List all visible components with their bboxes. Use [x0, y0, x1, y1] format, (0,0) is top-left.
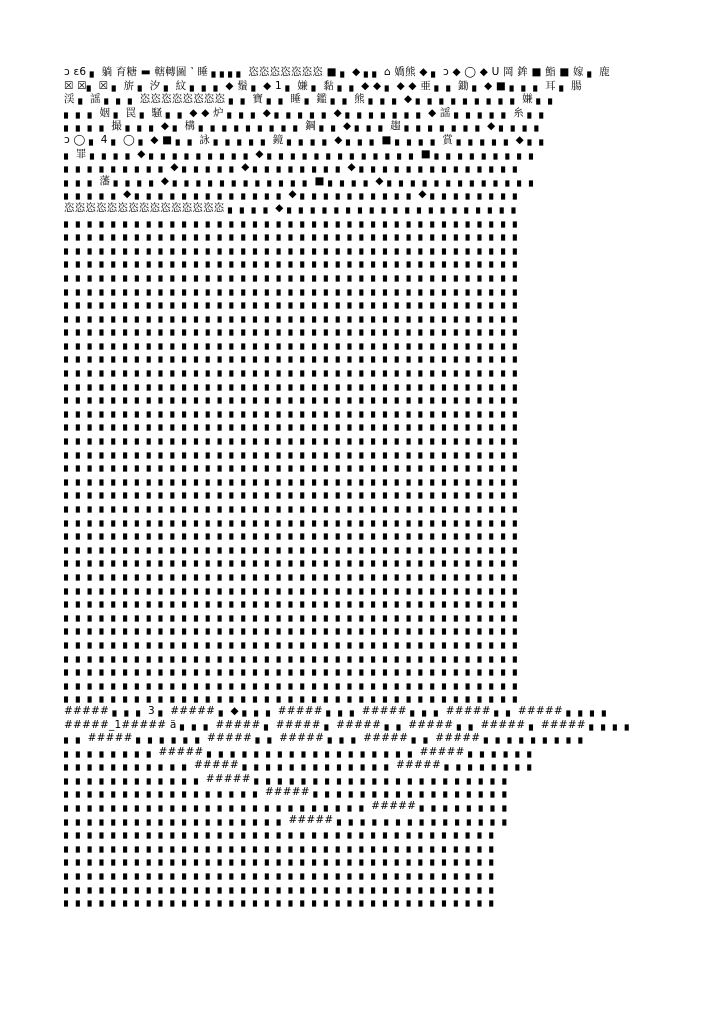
text-line: 恣恣恣恣恣恣恣恣恣恣恣恣恣恣恣 ▖ ▖ ▖ ▖ ◆ ▖ ▖ ▖ ▖ ▖ ▖ ▖ ▖ ▖ ▖ ▖ ▖ ▖ ▖ ▖ ▖ ▖ ▖ ▖ ▖ [64, 201, 520, 214]
text-line: ▖ ▖ ▖ ▖ ▖ ▖ ▖ ▖ ▖ ▖ ▖ ▖ ▖ ▖ ▖ ▖ ▖ ▖ ▖ ▖ ▖ ▖ ▖ ▖ ▖ ▖ ▖ ▖ ▖ ▖ ▖ ▖ ▖ ▖ ▖ ▖ ▖ [64, 868, 498, 881]
text-line: ▖ ▖ ▖ ▖ ▖ ▖ ▖ ▖ ▖ ▖ ▖ ▖ ▖ ▖ ▖ ▖ ▖ ▖ ▖ ▖ ▖ ▖ ▖ ▖ ▖ ▖ ▖ ▖ ▖ ▖ ▖ ▖ ▖ ▖ ▖ ▖ ▖ ▖ ▖ [64, 433, 522, 446]
text-line: ▖ ▖ ▖ ▖ ▖ ◆ ▖ ▖ ▖ ▖ ▖ ▖ ▖ ▖ ▖ ▖ ▖ ▖ ▖ ◆ ▖ ▖ ▖ ▖ ▖ ▖ ▖ ▖ ▖ ▖ ◆ ▖ ▖ ▖ ▖ ▖ ▖ ▖ ▖ [64, 188, 522, 201]
text-line: ▖ ▖ ▖ ▖ ▖ ▖ ▖ ▖ ▖ ▖ ▖ ▖ ▖ ▖ ▖ ▖ ▖ ▖ ▖ ▖ ▖ ▖ ▖ ▖ ▖ ▖ ▖ ▖ ▖ ▖ ▖ ▖ ▖ ▖ ▖ ▖ ▖ ▖ ▖ [64, 392, 522, 405]
text-line: ▖ ▖ ▖ ▖ ▖ ▖ ▖ ▖ ▖ ▖ ▖ ▖ ▖ ▖ ▖ ▖ ▖ ▖ ▖ ▖ ▖ ▖ ▖ ▖ ▖ ▖ ▖ ▖ ▖ ▖ ▖ ▖ ▖ ▖ ▖ ▖ ▖ ▖ ▖ [64, 487, 522, 500]
text-line: ▖ ▖ ▖ ▖ ▖ ▖ ▖ ▖ ▖ ▖ ▖ ▖ ▖ ▖ ▖ ▖ ▖ ▖ ▖ ▖ ▖ ▖ ▖ ▖ ▖ ▖ ▖ ▖ ▖ ▖ ▖ ▖ ▖ ▖ ▖ ▖ ▖ [64, 854, 498, 867]
text-line: ▖ ▖ ▖ ▖ ▖ ▖ ▖ ▖ ▖ ▖ ▖ ▖ ▖ ▖ ▖ ▖ ▖ ▖ ▖ ▖ ▖ ▖ ▖ ▖ ▖ ▖ ▖ ▖ ▖ ▖ ▖ ▖ ▖ ▖ ▖ ▖ ▖ ▖ ▖ [64, 677, 522, 690]
text-line: ▖ ▖ ▖ ▖ ▖ ▖ ▖ ▖ ▖ ▖ ▖ ▖ ▖ ▖ ▖ ▖ ▖ ▖ ▖ ▖ ▖ ▖ ▖ ▖ ▖ ▖ ▖ ▖ ▖ ▖ ▖ ▖ ▖ ▖ ▖ ▖ ▖ ▖ ▖ [64, 596, 522, 609]
text-line: ▖ ▖ ▖ ▖ ▖ ▖ ▖ ▖ ▖ ▖ ▖ ▖ ▖ ▖ ▖ ▖ ▖ ▖ ▖ ▖ ▖ ▖ ▖ ▖ ▖ ▖ ▖ ▖ ▖ ▖ ▖ ▖ ▖ ▖ ▖ ▖ ▖ ▖ ▖ [64, 541, 522, 554]
text-line: ▖ ▖ ▖ ▖ ▖ ▖ ▖ ▖ ▖ ▖ ▖ ▖ ▖ ▖ ▖ ▖ ▖ ▖ ▖ ▖ ▖ ▖ ▖ ▖ ▖ ▖ ▖ ▖ ▖ ▖ ▖ ▖ ▖ ▖ ▖ ▖ ▖ [64, 840, 498, 853]
text-line: ▖ ▖ ▖ ▖ 撮 ▖ ▖ ▖ ◆ ▖ 構 ▖ ▖ ▖ ▖ ▖ ▖ ▖ ▖ ▖ 鋼 ▖ ▖ ◆ ▖ ▖ ▖ 趨 ▖ ▖ ▖ ▖ ▖ ▖ ▖ ◆ ▖ ▖ ▖ ▖ [64, 120, 543, 133]
text-line: ▖ ▖ ▖ ▖ ▖ ▖ ▖ ▖ ▖ ▖ ▖ ▖ ▖ ▖ ▖ ▖ ▖ ▖ ▖ ▖ ▖ ▖ ▖ ▖ ▖ ▖ ▖ ▖ ▖ ▖ ▖ ▖ ▖ ▖ ▖ ▖ ▖ ▖ ▖ [64, 650, 522, 663]
text-line: ▖ ▖ ▖ ▖ ▖ ▖ ▖ ▖ ▖ ▖ ▖ ▖ ▖ ▖ ▖ ▖ ▖ ▖ ▖ ▖ ▖ ▖ ▖ ▖ ▖ ▖ ▖ ▖ ▖ ▖ ▖ ▖ ▖ ▖ ▖ ▖ ▖ ▖ ▖ [64, 405, 522, 418]
text-line: ▖ ▖ ▖ ▖ ▖ ▖ ▖ ▖ ▖ ▖ ▖ ▖ ▖ ▖ ▖ ▖ ▖ ▖ ▖ ▖ ▖ ▖ ▖ ▖ ▖ ▖ ▖ ▖ ▖ ▖ ▖ ▖ ▖ ▖ ▖ ▖ ▖ ▖ ▖ [64, 664, 522, 677]
text-line: ▖ ▖ ▖ ▖ ▖ ▖ ▖ ▖ ▖ ▖ ▖ ▖ ▖ ▖ ▖ ▖ ▖ ▖ ▖ ▖ ▖ ▖ ▖ ▖ ▖ ▖ ▖ ▖ ▖ ▖ ▖ ▖ ▖ ▖ ▖ ▖ ▖ ▖ ▖ [64, 609, 522, 622]
text-line: ▖ ▖ ▖ ▖ ▖ ▖ ▖ ▖ ▖ ▖ ▖ ▖ ▖ ▖ ▖ ▖ ▖ ##### ▖ ▖ ▖ ▖ ▖ ▖ ▖ ▖ ▖ ▖ ▖ ▖ ▖ ▖ ▖ ▖ ▖ [64, 786, 511, 799]
text-line: ▖ ▖ ▖ ▖ ▖ ▖ ▖ ▖ ▖ ▖ ▖ ▖ ▖ ▖ ▖ ▖ ▖ ▖ ▖ ▖ ▖ ▖ ▖ ▖ ▖ ▖ ▖ ▖ ▖ ▖ ▖ ▖ ▖ ▖ ▖ ▖ ▖ ▖ ▖ [64, 691, 522, 704]
text-line: ▖ ▖ ▖ ▖ ▖ ▖ ▖ ▖ ▖ ▖ ▖ ▖ ▖ ▖ ▖ ▖ ▖ ▖ ▖ ▖ ▖ ▖ ▖ ▖ ▖ ▖ ▖ ▖ ▖ ▖ ▖ ▖ ▖ ▖ ▖ ▖ ▖ ▖ ▖ [64, 446, 522, 459]
text-line: ▖ ▖ ▖ ▖ ▖ ▖ ▖ ▖ ▖ ▖ ▖ ▖ ▖ ▖ ▖ ▖ ▖ ▖ ▖ ▖ ▖ ▖ ▖ ▖ ▖ ▖ ▖ ▖ ▖ ▖ ▖ ▖ ▖ ▖ ▖ ▖ ▖ ▖ ▖ [64, 460, 522, 473]
text-line: ▖ ▖ ▖ ▖ ▖ ▖ ▖ ▖ ▖ ▖ ▖ ▖ ▖ ▖ ▖ ▖ ▖ ▖ ▖ ▖ ▖ ▖ ▖ ▖ ▖ ▖ ##### ▖ ▖ ▖ ▖ ▖ ▖ ▖ ▖ [64, 800, 511, 813]
text-line: ##### ▖ ▖ ▖ 3 ▖ ##### ▖ ◆ ▖ ▖ ▖ ##### ▖ ▖ ▖ ##### ▖ ▖ ▖ ##### ▖ ▖ ##### ▖ ▖ ▖ ▖ [64, 704, 611, 717]
text-line: ▖ ▖ ▖ ▖ ▖ ▖ ▖ ▖ ▖ ▖ ▖ ▖ ▖ ▖ ▖ ▖ ▖ ▖ ▖ ▖ ▖ ▖ ▖ ▖ ▖ ▖ ▖ ▖ ▖ ▖ ▖ ▖ ▖ ▖ ▖ ▖ ▖ ▖ ▖ [64, 473, 522, 486]
text-line: ▖ ▖ ▖ ▖ ▖ ▖ ▖ ▖ ▖ ▖ ▖ ▖ ▖ ▖ ▖ ▖ ▖ ▖ ▖ ##### ▖ ▖ ▖ ▖ ▖ ▖ ▖ ▖ ▖ ▖ ▖ ▖ ▖ ▖ ▖ [64, 813, 511, 826]
text-line: ▖ ▖ ▖ ▖ ▖ ▖ ▖ ▖ ▖ ▖ ▖ ▖ ▖ ▖ ▖ ▖ ▖ ▖ ▖ ▖ ▖ ▖ ▖ ▖ ▖ ▖ ▖ ▖ ▖ ▖ ▖ ▖ ▖ ▖ ▖ ▖ ▖ ▖ ▖ [64, 242, 522, 255]
text-line: ▖ ▖ ▖ ▖ ▖ ▖ ▖ ▖ ▖ ▖ ▖ ▖ ▖ ▖ ▖ ▖ ▖ ▖ ▖ ▖ ▖ ▖ ▖ ▖ ▖ ▖ ▖ ▖ ▖ ▖ ▖ ▖ ▖ ▖ ▖ ▖ ▖ ▖ ▖ [64, 582, 522, 595]
text-line: ▖ ▖ ▖ ▖ ▖ ▖ ▖ ▖ ▖ ▖ ▖ ▖ ▖ ▖ ▖ ▖ ▖ ▖ ▖ ▖ ▖ ▖ ▖ ▖ ▖ ▖ ▖ ▖ ▖ ▖ ▖ ▖ ▖ ▖ ▖ ▖ ▖ ▖ ▖ [64, 555, 522, 568]
text-line: ▖ ▖ ▖ ▖ ▖ ▖ ▖ ▖ ▖ ▖ ▖ ▖ ▖ ▖ ▖ ▖ ▖ ▖ ▖ ▖ ▖ ▖ ▖ ▖ ▖ ▖ ▖ ▖ ▖ ▖ ▖ ▖ ▖ ▖ ▖ ▖ ▖ [64, 895, 498, 908]
text-line: ▖ ▖ ▖ ▖ ▖ ▖ ▖ ▖ ▖ ▖ ▖ ▖ ▖ ▖ ▖ ▖ ▖ ▖ ▖ ▖ ▖ ▖ ▖ ▖ ▖ ▖ ▖ ▖ ▖ ▖ ▖ ▖ ▖ ▖ ▖ ▖ ▖ ▖ ▖ [64, 378, 522, 391]
text-line: ▖ ▖ ##### ▖ ▖ ▖ ▖ ▖ ▖ ##### ▖ ▖ ##### ▖ ▖ ▖ ##### ▖ ▖ ##### ▖ ▖ ▖ ▖ ▖ ▖ ▖ ▖ ▖ [64, 732, 587, 745]
text-line: ▖ ▖ ▖ ▖ ▖ ▖ ▖ ▖ ▖ ▖ ▖ ▖ ▖ ▖ ▖ ▖ ▖ ▖ ▖ ▖ ▖ ▖ ▖ ▖ ▖ ▖ ▖ ▖ ▖ ▖ ▖ ▖ ▖ ▖ ▖ ▖ ▖ ▖ ▖ [64, 269, 522, 282]
text-line: #####_1##### ä ▖ ▖ ▖ ##### ▖ ##### ▖ ##### ▖ ▖ ##### ▖ ▖ ##### ▖ ##### ▖ ▖ ▖ ▖ [64, 718, 634, 731]
text-line: ▖ ▖ ▖ ▖ ▖ ▖ ▖ ▖ ▖ ▖ ▖ ▖ ▖ ▖ ▖ ▖ ▖ ▖ ▖ ▖ ▖ ▖ ▖ ▖ ▖ ▖ ▖ ▖ ▖ ▖ ▖ ▖ ▖ ▖ ▖ ▖ ▖ ▖ ▖ [64, 514, 522, 527]
text-line: ▖ ▖ ▖ ▖ ▖ ▖ ▖ ▖ ▖ ▖ ▖ ▖ ▖ ▖ ▖ ▖ ▖ ▖ ▖ ▖ ▖ ▖ ▖ ▖ ▖ ▖ ▖ ▖ ▖ ▖ ▖ ▖ ▖ ▖ ▖ ▖ ▖ ▖ ▖ [64, 636, 522, 649]
text-line: ▖ ▖ ▖ ▖ ▖ ▖ ▖ ▖ ▖ ▖ ▖ ▖ ▖ ▖ ▖ ▖ ▖ ▖ ▖ ▖ ▖ ▖ ▖ ▖ ▖ ▖ ▖ ▖ ▖ ▖ ▖ ▖ ▖ ▖ ▖ ▖ ▖ [64, 881, 498, 894]
text-line: ɔ ◯ ▖ 4 ▖ ◯ ▖ ◆ ■ ▖ ▖ 詠 ▖ ▖ ▖ ▖ ▖ 鏡 ▖ ▖ ▖ ▖ ◆ ▖ ▖ ▖ ■ ▖ ▖ ▖ ▖ 賞 ▖ ▖ ▖ ▖ ▖ ◆ ▖ ▖ [64, 133, 548, 146]
text-line: ɔ ɛ6 ▖ 躺 育糖 ▬ 轄轉圖 ˺ 睡 ▖▖▖▖ 恣恣恣恣恣恣恣 ■ ▖ ◆ ▖▖ ⌂ 嬌熊 ◆ ▖ ɔ ◆ ◯ ◆ U 岡 鉾 ■ 鮨 ■ 嫁 ▖ 鹿 [64, 66, 610, 78]
text-line: ▖ ▖ ▖ ▖ ▖ ▖ ▖ ▖ ▖ ▖ ▖ ▖ ▖ ▖ ▖ ▖ ▖ ▖ ▖ ▖ ▖ ▖ ▖ ▖ ▖ ▖ ▖ ▖ ▖ ▖ ▖ ▖ ▖ ▖ ▖ ▖ ▖ ▖ ▖ [64, 419, 522, 432]
text-line: ▖ ▖ ▖ ▖ ▖ ▖ ▖ ▖ ▖ ▖ ▖ ▖ ▖ ▖ ▖ ▖ ▖ ▖ ▖ ▖ ▖ ▖ ▖ ▖ ▖ ▖ ▖ ▖ ▖ ▖ ▖ ▖ ▖ ▖ ▖ ▖ ▖ ▖ ▖ [64, 351, 522, 364]
text-line: ▖ ▖ ▖ ▖ ▖ ▖ ▖ ▖ ▖ ▖ ▖ ▖ ▖ ▖ ▖ ▖ ▖ ▖ ▖ ▖ ▖ ▖ ▖ ▖ ▖ ▖ ▖ ▖ ▖ ▖ ▖ ▖ ▖ ▖ ▖ ▖ ▖ ▖ ▖ [64, 310, 522, 323]
text-line: ▖ ▖ ▖ ▖ ▖ ▖ ▖ ▖ ▖ ▖ ▖ ▖ ▖ ▖ ▖ ▖ ▖ ▖ ▖ ▖ ▖ ▖ ▖ ▖ ▖ ▖ ▖ ▖ ▖ ▖ ▖ ▖ ▖ ▖ ▖ ▖ ▖ ▖ ▖ [64, 297, 522, 310]
text-line: 渓 ▖ 謡 ▖ ▖ ▖ 恣恣恣恣恣恣恣恣 ▖ ▖ 寶 ▖ ▖ 睡 ▖ 鑑 ▖ ▖ 熊 ▖ ▖ ▖ ◆ ▖ ▖ ▖ ▖ ▖ ▖ ▖ ▖ ▖ 嫌 ▖ ▖ [64, 93, 557, 106]
text-line: ▖ ▖ ▖ ▖ ▖ ▖ ▖ ▖ ▖ ▖ ▖ ▖ ▖ ▖ ▖ ▖ ▖ ▖ ▖ ▖ ▖ ▖ ▖ ▖ ▖ ▖ ▖ ▖ ▖ ▖ ▖ ▖ ▖ ▖ ▖ ▖ ▖ ▖ ▖ [64, 324, 522, 337]
garbled-text-block [64, 66, 660, 954]
text-line: ▖ ▖ ▖ ▖ ▖ ▖ ▖ ▖ ▖ ▖ ▖ ▖ ▖ ▖ ▖ ▖ ▖ ▖ ▖ ▖ ▖ ▖ ▖ ▖ ▖ ▖ ▖ ▖ ▖ ▖ ▖ ▖ ▖ ▖ ▖ ▖ ▖ ▖ ▖ [64, 568, 522, 581]
text-line: ▖ ▖ ▖ ▖ ▖ ▖ ▖ ▖ ▖ ▖ ▖ ▖ ▖ ▖ ▖ ▖ ▖ ▖ ▖ ▖ ▖ ▖ ▖ ▖ ▖ ▖ ▖ ▖ ▖ ▖ ▖ ▖ ▖ ▖ ▖ ▖ ▖ [64, 827, 498, 840]
text-line: ▖ ▖ ▖ ▖ ▖ ▖ ▖ ▖ ▖ ▖ ▖ ▖ ▖ ▖ ▖ ▖ ▖ ▖ ▖ ▖ ▖ ▖ ▖ ▖ ▖ ▖ ▖ ▖ ▖ ▖ ▖ ▖ ▖ ▖ ▖ ▖ ▖ ▖ ▖ [64, 365, 522, 378]
text-line: ▖ ▖ ▖ ▖ ▖ ▖ ▖ ▖ ▖ ▖ ▖ ▖ ▖ ▖ ▖ ▖ ▖ ▖ ▖ ▖ ▖ ▖ ▖ ▖ ▖ ▖ ▖ ▖ ▖ ▖ ▖ ▖ ▖ ▖ ▖ ▖ ▖ ▖ ▖ [64, 229, 522, 242]
text-line: ▖ ▖ ▖ ▖ ▖ ▖ ▖ ▖ ▖ ▖ ▖ ▖ ▖ ▖ ▖ ▖ ▖ ▖ ▖ ▖ ▖ ▖ ▖ ▖ ▖ ▖ ▖ ▖ ▖ ▖ ▖ ▖ ▖ ▖ ▖ ▖ ▖ ▖ ▖ [64, 501, 522, 513]
text-line: ▖ ▖ ▖ ▖ ▖ ▖ ▖ ▖ ▖ ▖ ▖ ▖ ▖ ▖ ▖ ▖ ▖ ▖ ▖ ▖ ▖ ▖ ▖ ▖ ▖ ▖ ▖ ▖ ▖ ▖ ▖ ▖ ▖ ▖ ▖ ▖ ▖ ▖ ▖ [64, 215, 522, 228]
text-line: ▖ ▖ ▖ ▖ ▖ ▖ ▖ ▖ ▖ ▖ ▖ ##### ▖ ▖ ▖ ▖ ▖ ▖ ▖ ▖ ▖ ▖ ▖ ▖ ▖ ##### ▖ ▖ ▖ ▖ ▖ ▖ ▖ ▖ [64, 759, 536, 772]
text-line: ▖ ▖ ▖ ▖ ▖ ▖ ▖ ▖ ##### ▖ ▖ ▖ ▖ ▖ ▖ ▖ ▖ ▖ ▖ ▖ ▖ ▖ ▖ ▖ ▖ ▖ ▖ ##### ▖ ▖ ▖ ▖ ▖ ▖ [64, 745, 536, 758]
text-line: ▖ ▖ ▖ 藩 ▖ ▖ ▖ ▖ ◆ ▖ ▖ ▖ ▖ ▖ ▖ ▖ ▖ ▖ ▖ ▖ ▖ ■ ▖ ▖ ▖ ▖ ◆ ▖ ▖ ▖ ▖ ▖ ▖ ▖ ▖ ▖ ▖ ▖ ▖ ▖ [64, 174, 538, 187]
text-line: ▖ ▖ ▖ ▖ ▖ ▖ ▖ ▖ ▖ ▖ ▖ ▖ ▖ ▖ ▖ ▖ ▖ ▖ ▖ ▖ ▖ ▖ ▖ ▖ ▖ ▖ ▖ ▖ ▖ ▖ ▖ ▖ ▖ ▖ ▖ ▖ ▖ ▖ ▖ [64, 256, 522, 269]
text-line: ☒ ☒▖ ☒ ▖ 旂 ▖ 汐 ▖ 紋 ▖ ▖ ▖ ◆ 鬚 ▖ ◆ 1 ▖ 嫌 ▖ 黏 ▖ ▖ ◆ ◆ ▖ ◆ ◆ 亜 ▖ ▖ 鋤 ▖ ◆ ■ ▖ ▖ ▖ 耳 ▖ 腸 [64, 79, 582, 92]
text-line: ▖ 罪 ▖ ▖ ▖ ▖ ◆ ▖ ▖ ▖ ▖ ▖ ▖ ▖ ▖ ▖ ◆ ▖ ▖ ▖ ▖ ▖ ▖ ▖ ▖ ▖ ▖ ▖ ▖ ▖ ■ ▖ ▖ ▖ ▖ ▖ ▖ ▖ ▖ ▖ [64, 147, 538, 160]
text-line: ▖ ▖ ▖ ▖ ▖ ▖ ▖ ▖ ▖ ▖ ▖ ▖ ▖ ▖ ▖ ▖ ▖ ▖ ▖ ▖ ▖ ▖ ▖ ▖ ▖ ▖ ▖ ▖ ▖ ▖ ▖ ▖ ▖ ▖ ▖ ▖ ▖ ▖ ▖ [64, 283, 522, 296]
text-line: ▖ ▖ ▖ ▖ ▖ ▖ ▖ ▖ ▖ ▖ ▖ ▖ ##### ▖ ▖ ▖ ▖ ▖ ▖ ▖ ▖ ▖ ▖ ▖ ▖ ▖ ▖ ▖ ▖ ▖ ▖ ▖ ▖ ▖ ▖ [64, 772, 511, 785]
text-line: ▖ ▖ ▖ ▖ ▖ ▖ ▖ ▖ ▖ ▖ ▖ ▖ ▖ ▖ ▖ ▖ ▖ ▖ ▖ ▖ ▖ ▖ ▖ ▖ ▖ ▖ ▖ ▖ ▖ ▖ ▖ ▖ ▖ ▖ ▖ ▖ ▖ ▖ ▖ [64, 337, 522, 350]
text-line: ▖ ▖ ▖ ▖ ▖ ▖ ▖ ▖ ▖ ◆ ▖ ▖ ▖ ▖ ▖ ◆ ▖ ▖ ▖ ▖ ▖ ▖ ▖ ▖ ◆ ▖ ▖ ▖ ▖ ▖ ▖ ▖ ▖ ▖ ▖ ▖ ▖ ▖ ▖ [64, 161, 522, 174]
text-line: ▖ ▖ ▖ ▖ ▖ ▖ ▖ ▖ ▖ ▖ ▖ ▖ ▖ ▖ ▖ ▖ ▖ ▖ ▖ ▖ ▖ ▖ ▖ ▖ ▖ ▖ ▖ ▖ ▖ ▖ ▖ ▖ ▖ ▖ ▖ ▖ ▖ ▖ ▖ [64, 528, 522, 541]
text-line: ▖ ▖ ▖ ▖ ▖ ▖ ▖ ▖ ▖ ▖ ▖ ▖ ▖ ▖ ▖ ▖ ▖ ▖ ▖ ▖ ▖ ▖ ▖ ▖ ▖ ▖ ▖ ▖ ▖ ▖ ▖ ▖ ▖ ▖ ▖ ▖ ▖ ▖ ▖ [64, 623, 522, 636]
text-line: ▖ ▖ ▖ 姻 ▖ 罠 ▖ 騒 ▖ ▖ ◆ ◆ 炉 ▖ ▖ ▖ ◆ ▖ ▖ ▖ ▖ ▖ ◆ ▖ ▖ ▖ ▖ ▖ ▖ ▖ ◆ 謡 ▖ ▖ ▖ ▖ ▖ 糸 ▖ ▖ [64, 106, 548, 119]
